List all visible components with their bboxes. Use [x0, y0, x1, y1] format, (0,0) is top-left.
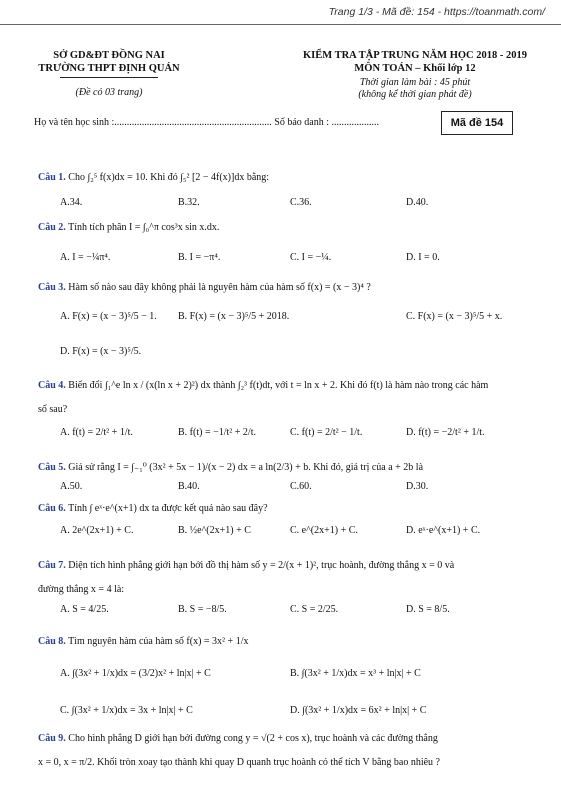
q1-option-b[interactable]: B.32. [178, 197, 200, 208]
question-label: Câu 8. [38, 636, 66, 647]
question-text: Tính ∫ eˣ·e^(x+1) dx ta được kết quả nào sau đây? [68, 503, 268, 514]
q8-option-a[interactable]: A. ∫(3x² + 1/x)dx = (3/2)x² + ln|x| + C [60, 668, 211, 679]
question-text: Giả sử rằng I = ∫₋₁⁰ (3x² + 5x − 1)/(x − 2) dx = a ln(2/3) + b. Khi đó, giá trị của a + 2b là [68, 462, 424, 473]
question-3 [38, 282, 371, 293]
question-label: Câu 1. [38, 172, 66, 183]
exam-code-box: Mã đề 154 [441, 111, 513, 135]
question-label: Câu 6. [38, 503, 66, 514]
question-7 [38, 560, 454, 571]
q1-option-c[interactable]: C.36. [290, 197, 312, 208]
q4-option-b[interactable]: B. f(t) = −1/t² + 2/t. [178, 427, 256, 438]
q4-option-a[interactable]: A. f(t) = 2/t² + 1/t. [60, 427, 133, 438]
q4-option-d[interactable]: D. f(t) = −2/t² + 1/t. [406, 427, 485, 438]
question-label: Câu 4. [38, 380, 66, 391]
q3-option-a[interactable]: A. F(x) = (x − 3)⁵/5 − 1. [60, 311, 157, 322]
question-8 [38, 636, 248, 647]
q5-option-b[interactable]: B.40. [178, 481, 200, 492]
question-4-cont: số sau? [38, 404, 68, 415]
question-1 [38, 172, 269, 183]
q1-option-d[interactable]: D.40. [406, 197, 429, 208]
question-text: Cho ∫₂⁵ f(x)dx = 10. Khi đó ∫₅² [2 − 4f(x)]dx bằng: [68, 172, 270, 183]
question-text: Cho hình phẳng D giới hạn bởi đường cong y = √(2 + cos x), trục hoành và các đường thẳng [68, 733, 438, 744]
school-underline [60, 77, 158, 78]
page-count: (Đề có 03 trang) [75, 87, 143, 98]
header-rule [0, 24, 561, 25]
question-text: Tính tích phân I = ∫₀^π cos³x sin x.dx. [68, 222, 220, 233]
question-9-cont: x = 0, x = π/2. Khối tròn xoay tạo thành khi quay D quanh trục hoành có thể tích V bằng bao nhiêu ? [38, 757, 440, 768]
question-text: Hàm số nào sau đây không phải là nguyên hàm của hàm số f(x) = (x − 3)⁴ ? [68, 282, 371, 293]
exam-time: Thời gian làm bài : 45 phút [359, 77, 471, 88]
q4-option-c[interactable]: C. f(t) = 2/t² − 1/t. [290, 427, 363, 438]
page-header: Trang 1/3 - Mã đề: 154 - https://toanmath.com/ [328, 6, 545, 18]
q7-option-d[interactable]: D. S = 8/5. [406, 604, 450, 615]
question-5 [38, 462, 423, 473]
question-text: Biến đổi ∫₁^e ln x / (x(ln x + 2)²) dx thành ∫₂³ f(t)dt, với t = ln x + 2. Khi đó f(t) là hàm nào trong các hàm [68, 380, 489, 391]
q1-option-a[interactable]: A.34. [60, 197, 83, 208]
question-label: Câu 2. [38, 222, 66, 233]
q8-option-b[interactable]: B. ∫(3x² + 1/x)dx = x³ + ln|x| + C [290, 668, 421, 679]
q6-option-b[interactable]: B. ½e^(2x+1) + C [178, 525, 251, 536]
q3-option-b[interactable]: B. F(x) = (x − 3)⁵/5 + 2018. [178, 311, 290, 322]
q5-option-d[interactable]: D.30. [406, 481, 429, 492]
q7-option-b[interactable]: B. S = −8/5. [178, 604, 227, 615]
q3-option-c[interactable]: C. F(x) = (x − 3)⁵/5 + x. [406, 311, 503, 322]
question-label: Câu 9. [38, 733, 66, 744]
question-6 [38, 503, 268, 514]
question-label: Câu 3. [38, 282, 66, 293]
q7-option-a[interactable]: A. S = 4/25. [60, 604, 109, 615]
dept-name: SỞ GD&ĐT ĐỒNG NAI [53, 50, 165, 61]
q2-option-a[interactable]: A. I = −¼π⁴. [60, 252, 111, 263]
question-9 [38, 733, 438, 744]
question-text: Diện tích hình phẳng giới hạn bởi đồ thị hàm số y = 2/(x + 1)², trục hoành, đường thẳng x = 0 và [68, 560, 455, 571]
q3-option-d[interactable]: D. F(x) = (x − 3)⁵/5. [60, 346, 142, 357]
q7-option-c[interactable]: C. S = 2/25. [290, 604, 339, 615]
question-label: Câu 5. [38, 462, 66, 473]
q8-option-d[interactable]: D. ∫(3x² + 1/x)dx = 6x² + ln|x| + C [290, 705, 427, 716]
question-4 [38, 380, 488, 391]
student-info-line: Họ và tên học sinh :............................................................... Số báo danh : ................... [34, 117, 379, 128]
q5-option-c[interactable]: C.60. [290, 481, 312, 492]
q2-option-c[interactable]: C. I = −¼. [290, 252, 332, 263]
question-text: Tìm nguyên hàm của hàm số f(x) = 3x² + 1/x [68, 636, 249, 647]
q2-option-d[interactable]: D. I = 0. [406, 252, 440, 263]
q6-option-c[interactable]: C. e^(2x+1) + C. [290, 525, 358, 536]
question-2 [38, 222, 219, 233]
question-label: Câu 7. [38, 560, 66, 571]
exam-title: KIỂM TRA TẬP TRUNG NĂM HỌC 2018 - 2019 [302, 50, 528, 61]
q8-option-c[interactable]: C. ∫(3x² + 1/x)dx = 3x + ln|x| + C [60, 705, 193, 716]
school-name: TRƯỜNG THPT ĐỊNH QUÁN [38, 63, 180, 74]
q5-option-a[interactable]: A.50. [60, 481, 83, 492]
exam-note: (không kể thời gian phát đề) [358, 89, 472, 100]
q6-option-d[interactable]: D. eˣ·e^(x+1) + C. [406, 525, 481, 536]
question-7-cont: đường thẳng x = 4 là: [38, 584, 125, 595]
q2-option-b[interactable]: B. I = −π⁴. [178, 252, 221, 263]
exam-subject: MÔN TOÁN – Khối lớp 12 [354, 63, 476, 74]
q6-option-a[interactable]: A. 2e^(2x+1) + C. [60, 525, 134, 536]
